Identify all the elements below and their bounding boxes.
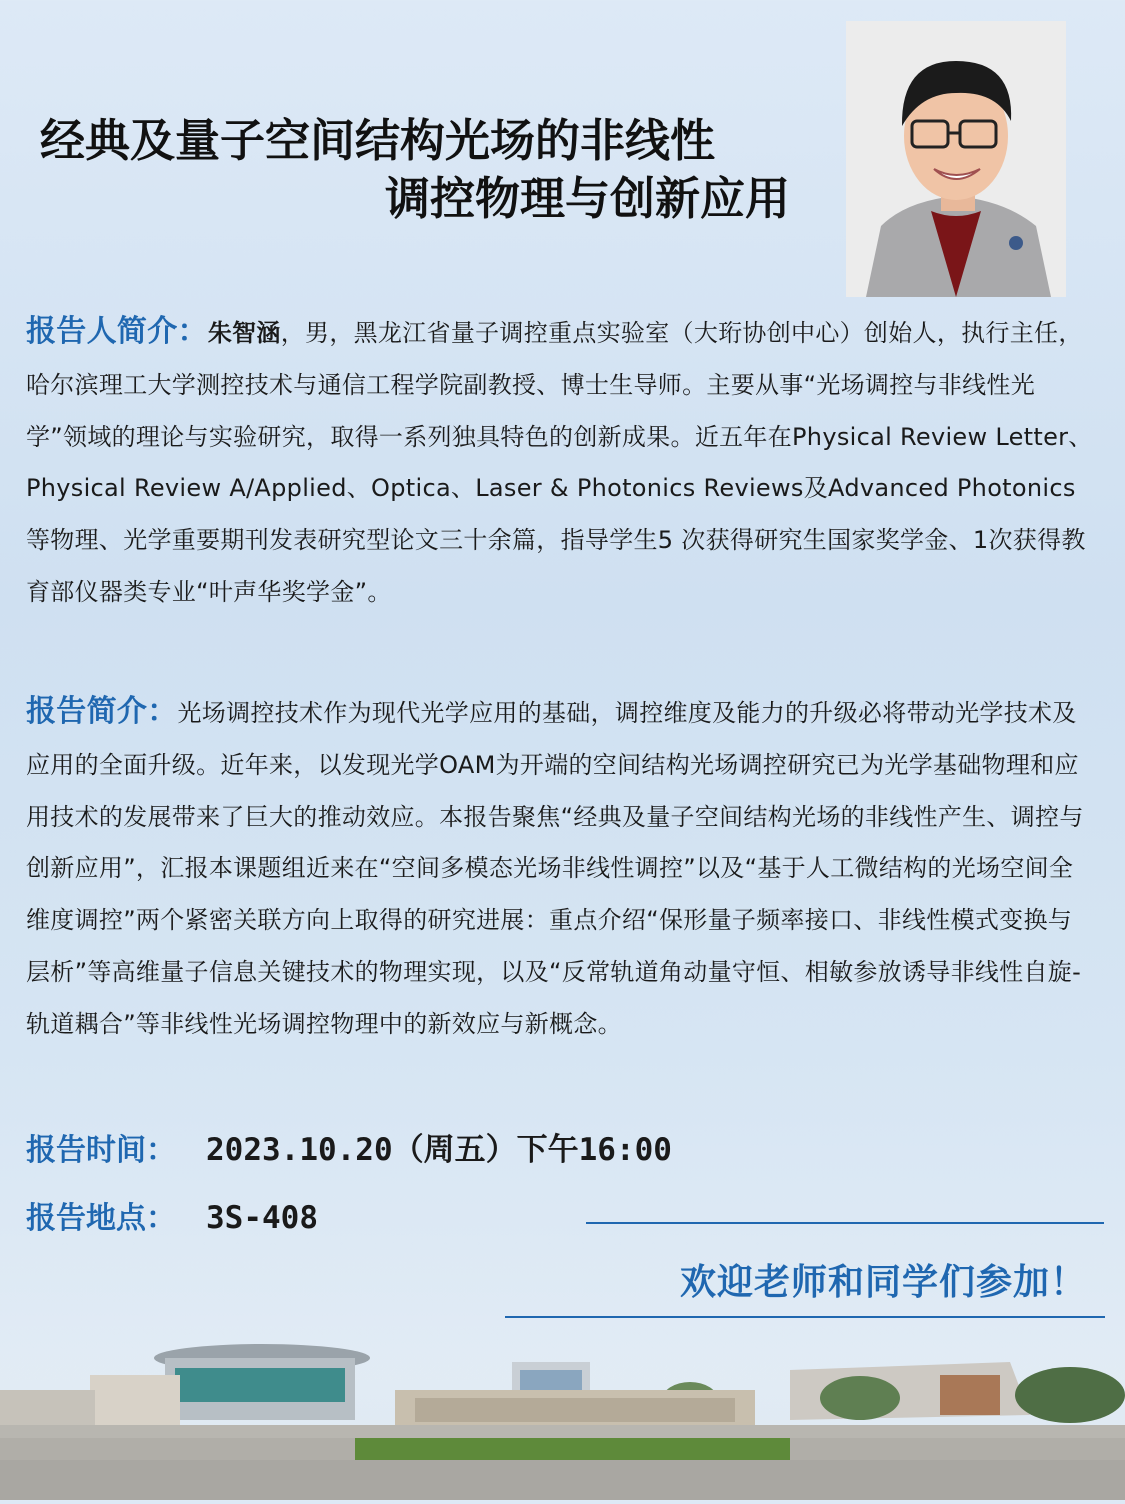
speaker-name: 朱智涵 bbox=[207, 319, 281, 347]
speaker-bio: ，男，黑龙江省量子调控重点实验室（大珩协创中心）创始人，执行主任，哈尔滨理工大学测控技术与通信工程学院副教授、博士生导师。主要从事“光场调控与非线性光学”领域的理论与实验研究，取得一系列独具特色的创新成果。近五年在Physical Review Letter、Physical Review A/Applied、Optica、Laser & Photonics Reviews及Advanced Photonics等物理、光学重要期刊发表研究型论文三十余篇，指导学生5 次获得研究生国家奖学金、1次获得教育部仪器类专业“叶声华奖学金”。 bbox=[26, 319, 1093, 606]
report-place-value: 3S-408 bbox=[206, 1200, 318, 1236]
poster-title bbox=[40, 112, 800, 228]
speaker-photo bbox=[846, 21, 1066, 297]
report-place bbox=[26, 1193, 318, 1237]
title-line-2: 调控物理与创新应用 bbox=[384, 172, 790, 225]
report-place-label: 报告地点： bbox=[26, 1201, 176, 1236]
report-time bbox=[26, 1124, 672, 1169]
divider-bottom bbox=[505, 1316, 1105, 1318]
report-time-label: 报告时间： bbox=[26, 1133, 176, 1168]
report-intro-text: 光场调控技术作为现代光学应用的基础，调控维度及能力的升级必将带动光学技术及应用的全面升级。近年来，以发现光学OAM为开端的空间结构光场调控研究已为光学基础物理和应用技术的发展带来了巨大的推动效应。本报告聚焦“经典及量子空间结构光场的非线性产生、调控与创新应用”，汇报本课题组近来在“空间多模态光场非线性调控”以及“基于人工微结构的光场空间全维度调控”两个紧密关联方向上取得的研究进展：重点介绍“保形量子频率接口、非线性模式变换与层析”等高维量子信息关键技术的物理实现，以及“反常轨道角动量守恒、相敏参放诱导非线性自旋-轨道耦合”等非线性光场调控物理中的新效应与新概念。 bbox=[26, 699, 1084, 1038]
title-line-1: 经典及量子空间结构光场的非线性 bbox=[40, 114, 716, 167]
report-intro bbox=[26, 686, 1094, 1051]
report-time-value: 2023.10.20（周五）下午16:00 bbox=[206, 1132, 672, 1168]
speaker-intro-label: 报告人简介： bbox=[26, 314, 208, 349]
campus-illustration bbox=[0, 1320, 1125, 1500]
report-intro-label: 报告简介： bbox=[26, 694, 178, 729]
divider-top bbox=[586, 1222, 1104, 1224]
welcome-text: 欢迎老师和同学们参加！ bbox=[679, 1262, 1087, 1303]
speaker-intro bbox=[26, 306, 1094, 619]
